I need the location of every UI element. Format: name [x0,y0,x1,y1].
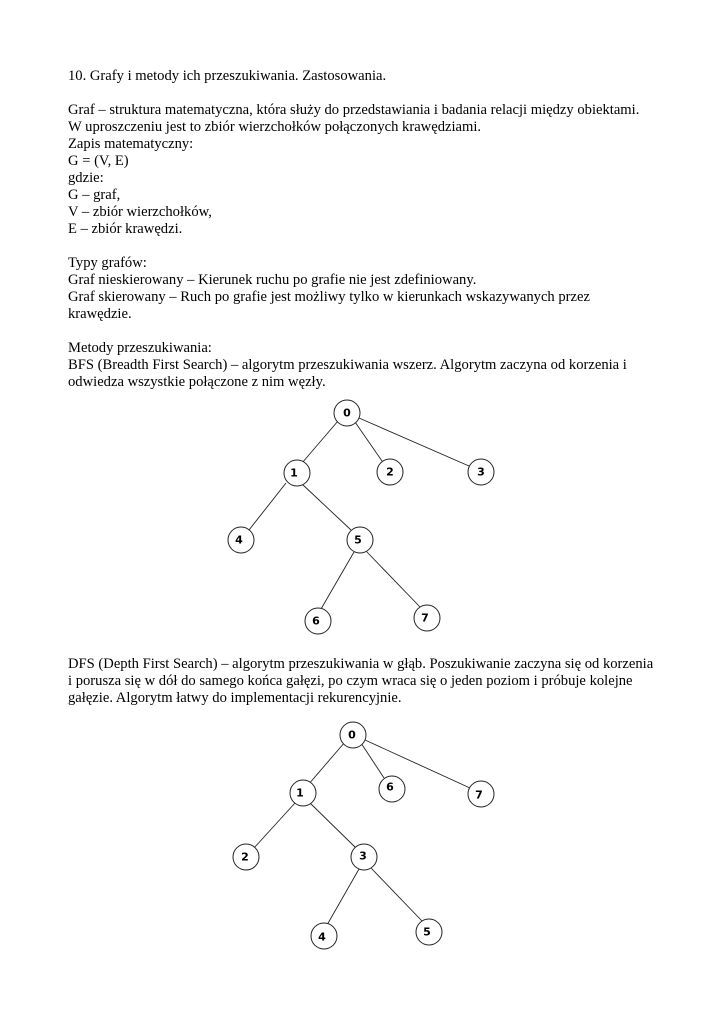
dfs-edge [361,743,384,778]
dfs-node-label: 0 [348,728,356,742]
bfs-node-label: 4 [235,533,243,547]
dfs-node [379,776,405,802]
definition-line: V – zbiór wierzchołków, [68,204,212,220]
definition-line: gdzie: [68,170,104,186]
dfs-description-line: i porusza się w dół do samego końca gałęzi, po czym wraca się o jeden poziom i próbuje kolejne [68,673,633,689]
dfs-edge [310,803,356,848]
bfs-node-label: 2 [386,465,394,479]
dfs-edge [327,869,359,925]
dfs-node [311,923,337,949]
document-heading: 10. Grafy i metody ich przeszukiwania. Zastosowania. [68,68,387,84]
dfs-node [233,844,259,870]
bfs-node-label: 7 [421,611,429,625]
dfs-node-label: 7 [475,788,483,802]
dfs-node [416,919,442,945]
dfs-node [340,722,366,748]
bfs-node-label: 3 [477,465,485,479]
dfs-node-label: 6 [386,780,394,794]
definition-line: Graf – struktura matematyczna, która służy do przedstawiania i badania relacji między obiektami. [68,102,640,118]
dfs-node-label: 3 [359,849,367,863]
dfs-edge [365,740,470,788]
bfs-node-label: 1 [290,466,298,480]
dfs-node-label: 2 [241,850,249,864]
dfs-edge [371,868,422,921]
dfs-edge [308,742,345,785]
methods-line: odwiedza wszystkie połączone z nim węzły. [68,374,326,390]
types-line: Graf nieskierowany – Kierunek ruchu po grafie nie jest zdefiniowany. [68,272,477,288]
dfs-description-line: gałęzie. Algorytm łatwy do implementacji rekurencyjnie. [68,690,402,706]
definition-line: W uproszczeniu jest to zbiór wierzchołków połączonych krawędziami. [68,119,482,135]
bfs-node-label: 6 [312,614,320,628]
definition-line: Zapis matematyczny: [68,136,194,152]
definition-line: G = (V, E) [68,153,129,169]
methods-line: BFS (Breadth First Search) – algorytm przeszukiwania wszerz. Algorytm zaczyna od korzenia i [68,357,627,373]
definition-line: E – zbiór krawędzi. [68,221,183,237]
dfs-node-label: 4 [318,930,326,944]
methods-line: Metody przeszukiwania: [68,340,212,356]
dfs-edge [254,803,295,848]
dfs-node-label: 5 [423,925,431,939]
types-line: Graf skierowany – Ruch po grafie jest możliwy tylko w kierunkach wskazywanych przez [68,289,590,305]
definition-line: G – graf, [68,187,121,203]
types-line: Typy grafów: [68,255,147,271]
dfs-description-line: DFS (Depth First Search) – algorytm przeszukiwania w głąb. Poszukiwanie zaczyna się od korzenia [68,656,654,672]
dfs-node [351,844,377,870]
bfs-node-label: 5 [354,533,362,547]
types-line: krawędzie. [68,306,132,322]
bfs-node-label: 0 [343,406,351,420]
dfs-node [290,780,316,806]
dfs-node-label: 1 [296,786,304,800]
dfs-node [468,781,494,807]
